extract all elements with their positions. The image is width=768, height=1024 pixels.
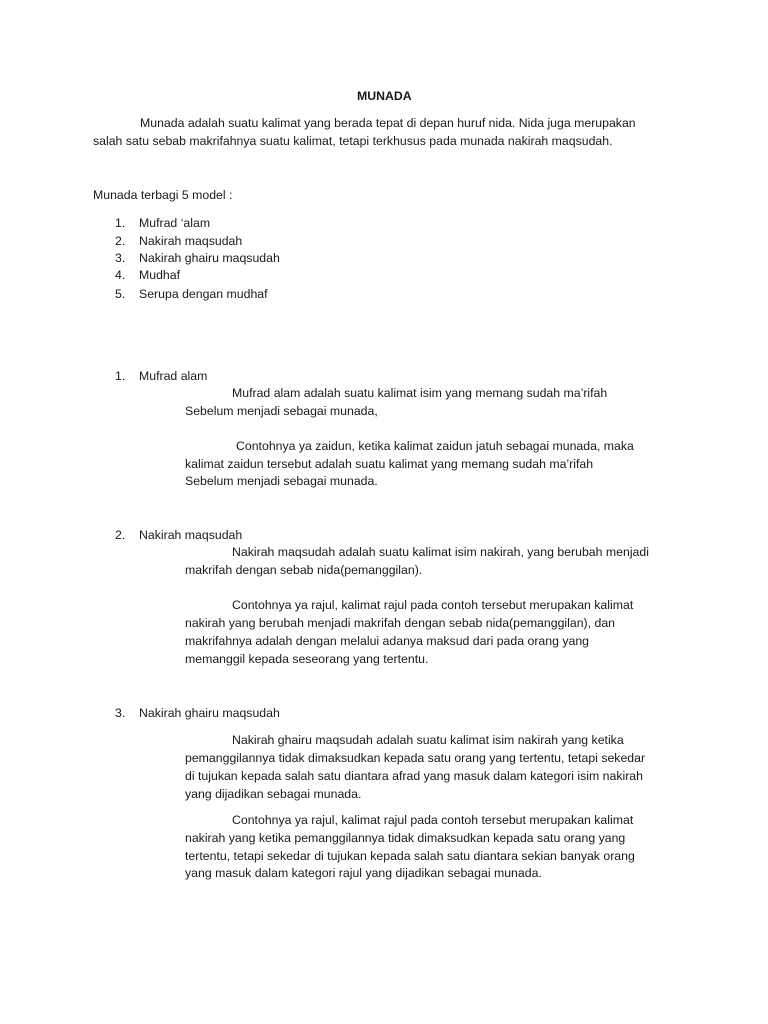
list-number: 4. — [115, 268, 126, 282]
example-line: nakirah yang berubah menjadi makrifah dengan sebab nida(pemanggilan), dan — [185, 616, 616, 630]
section-number: 1. — [115, 369, 126, 383]
list-number: 3. — [115, 251, 126, 265]
section-title: Mufrad alam — [139, 369, 208, 383]
definition-line: Nakirah maqsudah adalah suatu kalimat isim nakirah, yang berubah menjadi — [232, 545, 649, 559]
list-item — [115, 249, 280, 267]
definition-line: di tujukan kepada salah satu diantara afrad yang masuk dalam kategori isim nakirah — [185, 769, 643, 783]
section-heading-nakirah-maqsudah — [115, 526, 242, 544]
section-title: Nakirah maqsudah — [139, 528, 243, 542]
definition-line: Nakirah ghairu maqsudah adalah suatu kalimat isim nakirah yang ketika — [232, 733, 624, 747]
list-label: Nakirah ghairu maqsudah — [139, 251, 280, 265]
definition-line: pemanggilannya tidak dimaksudkan kepada satu orang yang tertentu, tetapi sekedar — [185, 751, 646, 765]
list-item — [115, 285, 268, 303]
section-number: 3. — [115, 706, 126, 720]
definition-line: yang dijadikan sebagai munada. — [185, 787, 362, 801]
list-number: 5. — [115, 287, 126, 301]
definition-line: makrifah dengan sebab nida(pemanggilan). — [185, 563, 423, 577]
section-title: Nakirah ghairu maqsudah — [139, 706, 280, 720]
page-title: MUNADA — [357, 89, 412, 103]
list-label: Mudhaf — [139, 268, 181, 282]
section-heading-nakirah-ghairu-maqsudah — [115, 704, 280, 722]
list-item — [115, 266, 180, 284]
example-line: Sebelum menjadi sebagai munada. — [185, 474, 378, 488]
models-heading: Munada terbagi 5 model : — [93, 188, 233, 202]
example-line: memanggil kepada seseorang yang tertentu. — [185, 652, 429, 666]
definition-line: Sebelum menjadi sebagai munada, — [185, 404, 378, 418]
list-number: 2. — [115, 234, 126, 248]
list-item — [115, 232, 242, 250]
section-heading-mufrad-alam — [115, 367, 207, 385]
example-line: kalimat zaidun tersebut adalah suatu kalimat yang memang sudah ma’rifah — [185, 457, 594, 471]
list-label: Mufrad ‘alam — [139, 216, 211, 230]
example-line: tertentu, tetapi sekedar di tujukan kepada salah satu diantara sekian banyak orang — [185, 849, 635, 863]
example-line: Contohnya ya zaidun, ketika kalimat zaidun jatuh sebagai munada, maka — [236, 439, 634, 453]
intro-line-1: Munada adalah suatu kalimat yang berada tepat di depan huruf nida. Nida juga merupakan — [140, 116, 636, 130]
example-line: Contohnya ya rajul, kalimat rajul pada contoh tersebut merupakan kalimat — [232, 813, 634, 827]
intro-line-2: salah satu sebab makrifahnya suatu kalimat, tetapi terkhusus pada munada nakirah maqsudah. — [93, 134, 613, 148]
definition-line: Mufrad alam adalah suatu kalimat isim yang memang sudah ma’rifah — [232, 386, 608, 400]
list-label: Nakirah maqsudah — [139, 234, 243, 248]
example-line: Contohnya ya rajul, kalimat rajul pada contoh tersebut merupakan kalimat — [232, 598, 634, 612]
section-number: 2. — [115, 528, 126, 542]
example-line: yang masuk dalam kategori rajul yang dijadikan sebagai munada. — [185, 866, 542, 880]
list-number: 1. — [115, 216, 126, 230]
example-line: makrifahnya adalah dengan melalui adanya maksud dari pada orang yang — [185, 634, 590, 648]
list-label: Serupa dengan mudhaf — [139, 287, 268, 301]
example-line: nakirah yang ketika pemanggilannya tidak dimaksudkan kepada satu orang yang — [185, 831, 626, 845]
list-item — [115, 214, 210, 232]
